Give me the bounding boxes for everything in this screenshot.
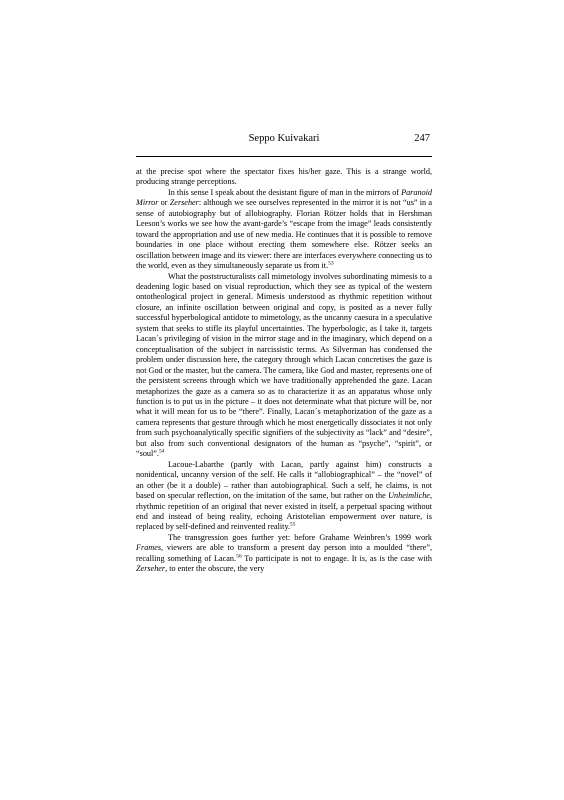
italic-title: Unheimliche <box>388 491 430 501</box>
footnote-ref: 55 <box>290 521 296 528</box>
text-run: : although we see ourselves represented in the mirror it is not “us” in a sense of autobiography but of allobiography. Florian Rötzer holds that in Hershman Leeson’s works we see how the avant-garde’s “escape from the image” leads consistently toward the appropriation and use of new media. He continues that it is possible to remove boundaries in one place without erecting them somewhere else. Rötzer seeks an oscillation between image and its viewer: there are interfaces everywhere connecting us to the world, even as they simultaneously separate us from it. <box>136 198 432 271</box>
text-run: at the precise spot where the spectator fixes his/her gaze. This is a strange world, producing strange perceptions. <box>136 167 432 187</box>
text-run: The transgression goes further yet: before Grahame Weinbren’s 1999 work <box>168 532 432 542</box>
italic-title: Paranoid Mirror <box>136 187 432 208</box>
italic-title: Zerseher <box>136 564 166 574</box>
text-run: , viewers are able to transform a present day person into a moulded “there”, recalling something of Lacan. <box>136 543 432 563</box>
footnote-ref: 53 <box>328 260 334 267</box>
italic-title: Zerseher <box>169 198 199 208</box>
paragraph <box>136 272 432 460</box>
footnote-ref: 56 <box>236 553 242 560</box>
italic-title: Frames <box>136 543 162 553</box>
footnote-ref: 54 <box>158 448 165 455</box>
paragraph <box>136 188 432 272</box>
page-number: 247 <box>414 133 430 144</box>
text-run: , to enter the obscure, the very <box>165 564 265 574</box>
text-run: , rhythmic repetition of an original that never existed in itself, a perpetual spacing without end and instead of being reality, echoing Aristotelian empowerment over nature, is replaced by self-defined and reinvented reality. <box>136 491 432 532</box>
text-run: What the poststructuralists call mimetology involves subordinating mimesis to a deadening logic based on visual reproduction, which they see as typical of the western ontotheological project in general. Mimesis understood as rhythmic repetition without closure, an infinite oscillation between original and copy, is posited as a never fully successful hyperbological antidote to mimetology, as the uncanny caesura in a speculative system that seeks to stifle its playful uncertainties. The hyperbologic, as I take it, targets Lacan´s privileging of vision in the mirror stage and in the imaginary, which depend on a conceptualisation of the subject in narcissistic terms. As Silverman has condensed the problem under discussion here, the category through which Lacan concretises the gaze is not God or the master, but the camera. The camera, like God and master, represents one of the persistent screens through which we have traditionally apprehended the gaze. Lacan metaphorizes the gaze as a camera so as to characterize it as an apparatus whose only function is to put us in the picture – it does not determinate what that picture will be, nor what it will mean for us to be “there”. Finally, Lacan´s metaphorization of the gaze as a camera represents that gesture through which he most energetically dissociates it not only from such psychoanalytically specific signifiers of the subjectivity as “lack” and “desire”, but also from such conventional designators of the human as “psyche”, “spirit”, or “soul”. <box>136 271 432 459</box>
text-run: In this sense I speak about the desistant figure of man in the mirrors of <box>168 187 402 197</box>
running-header-author: Seppo Kuivakari <box>248 133 320 144</box>
paragraph <box>136 533 432 575</box>
header-rule <box>136 156 432 157</box>
paragraph <box>136 460 432 533</box>
text-run: or <box>158 198 170 208</box>
text-run: To participate is not to engage. It is, as is the case with <box>241 553 432 563</box>
body-text <box>136 167 432 575</box>
running-header <box>136 133 432 147</box>
text-run: Lacoue-Labarthe (partly with Lacan, partly against him) constructs a nonidentical, uncanny version of the self. He calls it “allobiographical” – the “novel” of an other (be it a double) – rather than autobiographical. Such a self, he claims, is not based on specular reflection, on the imitation of the same, but rather on the <box>136 459 432 501</box>
paragraph <box>136 167 432 188</box>
